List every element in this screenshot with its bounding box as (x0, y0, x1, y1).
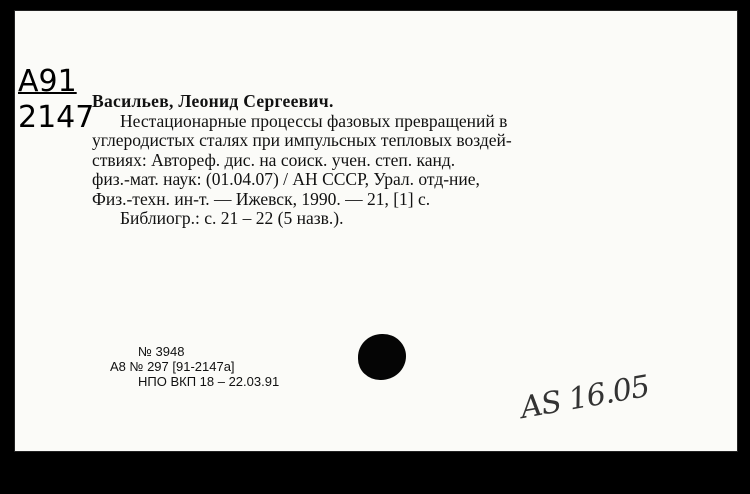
entry-line-3: ствиях: Автореф. дис. на соиск. учен. степ. канд. (92, 149, 456, 170)
shelfmark-line-2: 2147 (18, 100, 95, 135)
handwritten-note: AS 16.05 (517, 369, 652, 426)
meta-nro: НПО ВКП 18 – 22.03.91 (138, 374, 280, 389)
entry-line-6: Библиогр.: с. 21 – 22 (5 назв.). (120, 208, 344, 228)
shelfmark-line-1: А91 (18, 64, 77, 99)
entry-line-5: Физ.-техн. ин-т. — Ижевск, 1990. — 21, [1] с. (92, 188, 431, 209)
meta-number: № 3948 (138, 344, 185, 359)
shelfmark (18, 64, 94, 136)
author-heading: Васильев, Леонид Сергеевич. (92, 91, 334, 111)
entry-line-4: физ.-мат. наук: (01.04.07) / АН СССР, Урал. отд-ние, (92, 169, 480, 189)
card-metadata (110, 344, 279, 389)
meta-a8: А8 № 297 [91-2147а] (110, 359, 235, 374)
entry-line-2: углеродистых сталях при импульсных тепловых воздей- (92, 130, 512, 150)
entry-line-1: Нестационарные процессы фазовых превращений в (120, 110, 508, 131)
bibliographic-entry (92, 92, 648, 229)
